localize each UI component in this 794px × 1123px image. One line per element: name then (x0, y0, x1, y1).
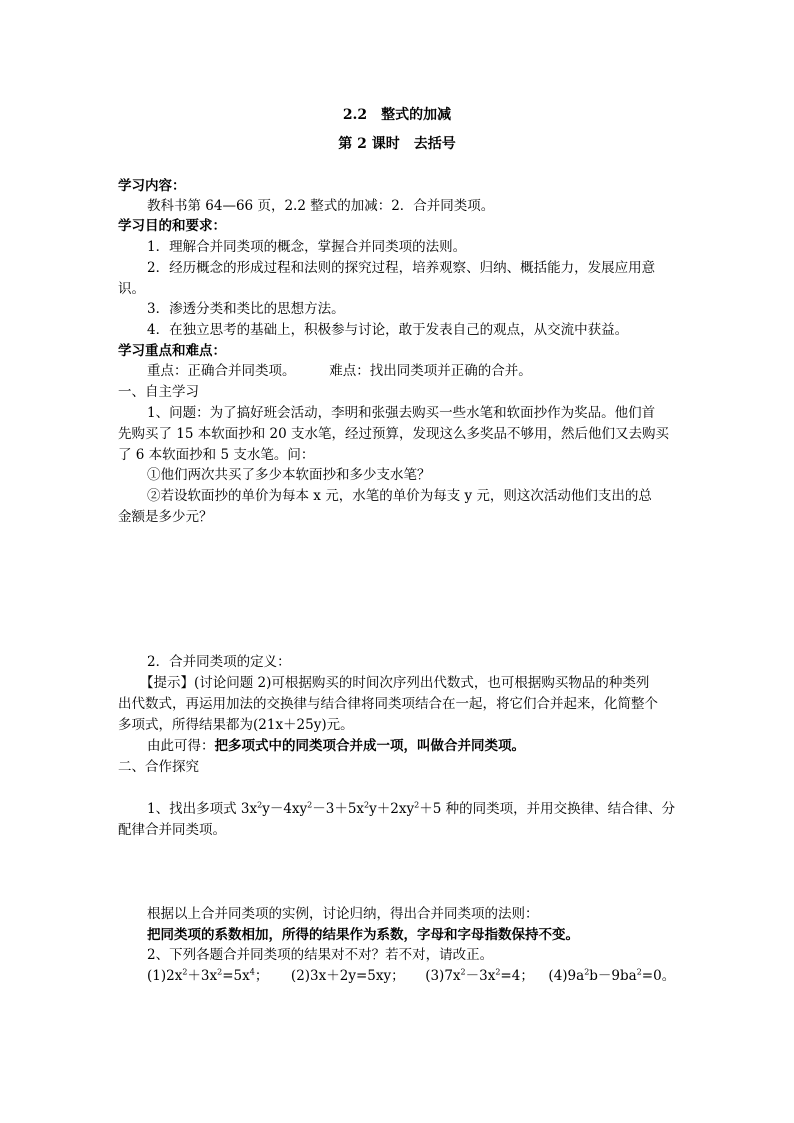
hint-line-3: 多项式，所得结果都为(21x＋25y)元。 (118, 717, 354, 733)
document-subtitle: 第 2 课时 去括号 (338, 136, 456, 152)
section-heading-cooperative: 二、合作探究 (118, 759, 199, 775)
conclusion (147, 736, 525, 756)
exercise-2-prompt: 2、下列各题合并同类项的结果对不对？若不对，请改正。 (147, 947, 494, 963)
problem-text-line-2: 先购买了 15 本软面抄和 20 支水笔，经过预算，发现这么多奖品不够用，然后他们又去购买 (118, 426, 670, 442)
conclusion-prefix: 由此可得： (147, 738, 215, 754)
exponent: 2 (182, 967, 188, 977)
question-1: ①他们两次共买了多少本软面抄和多少支水笔？ (147, 467, 431, 483)
question-2: ②若设软面抄的单价为每本 x 元，水笔的单价为每支 y 元，则这次活动他们支出的总 (147, 488, 652, 504)
rule-statement: 把同类项的系数相加，所得的结果作为系数，字母和字母指数保持不变。 (147, 927, 579, 943)
exercise-1-text-c: －3＋5x (312, 801, 365, 817)
exponent: 2 (364, 800, 370, 810)
item-1-part-a: (1)2x (147, 968, 183, 984)
exercise-2-items (147, 966, 675, 986)
item-1-part-c: =5x (222, 968, 250, 984)
item-1-part-b: ＋3x (187, 968, 218, 984)
goal-item-1: 1．理解合并同类项的概念，掌握合并同类项的法则。 (147, 239, 467, 255)
section-heading-self-study: 一、自主学习 (118, 384, 199, 400)
exponent: 4 (249, 967, 255, 977)
item-3-part-b: －3x (465, 968, 496, 984)
item-1-end: ； (254, 968, 269, 984)
goal-item-2-cont: 识。 (118, 281, 145, 297)
exponent: 2 (460, 967, 466, 977)
exercise-2-item-2: (2)3x＋2y=5xy； (290, 968, 405, 984)
document-title: 2.2 整式的加减 (342, 107, 452, 123)
exercise-1-text-b: y－4xy (262, 801, 308, 817)
hint-line-2: 出代数式，再运用加法的交换律与结合律将同类项结合在一起，将它们合并起来，化简整个 (118, 696, 658, 712)
heading-key-points: 学习重点和难点： (118, 343, 226, 359)
item-4-part-c: =0。 (641, 968, 676, 984)
conclusion-definition: 把多项式中的同类项合并成一项，叫做合并同类项。 (214, 738, 525, 754)
exponent: 2 (584, 967, 590, 977)
learning-content-text: 教科书第 64—66 页，2.2 整式的加减：2．合并同类项。 (147, 198, 495, 214)
goal-item-2: 2．经历概念的形成过程和法则的探究过程，培养观察、归纳、概括能力，发展应用意 (147, 260, 656, 276)
exponent: 2 (636, 967, 642, 977)
exponent: 2 (257, 800, 263, 810)
question-2-cont: 金额是多少元？ (118, 509, 213, 525)
problem-text-line-3: 了 6 本软面抄和 5 支水笔。问： (118, 447, 315, 463)
goal-item-3: 3．渗透分类和类比的思想方法。 (147, 301, 345, 317)
item-4-part-b: b－9ba (589, 968, 637, 984)
exercise-2-item-4 (548, 968, 675, 984)
goal-item-4: 4．在独立思考的基础上，积极参与讨论，敢于发表自己的观点，从交流中获益。 (147, 322, 629, 338)
exercise-1-line-1 (147, 799, 675, 819)
exercise-1-text-a: 1、找出多项式 3x (147, 801, 258, 817)
item-4-part-a: (4)9a (548, 968, 585, 984)
exponent: 2 (307, 800, 313, 810)
key-points-text: 重点：正确合并同类项。 难点：找出同类项并正确的合并。 (147, 363, 532, 379)
item-3-part-c: =4； (500, 968, 534, 984)
exponent: 2 (495, 967, 501, 977)
definition-heading: 2．合并同类项的定义： (147, 654, 291, 670)
rule-intro: 根据以上合并同类项的实例，讨论归纳，得出合并同类项的法则： (147, 906, 539, 922)
exercise-2-item-3 (425, 968, 534, 984)
exercise-2-item-1 (147, 968, 268, 984)
item-3-part-a: (3)7x (425, 968, 461, 984)
heading-learning-content: 学习内容： (118, 178, 186, 194)
heading-goals: 学习目的和要求： (118, 218, 226, 234)
exercise-1-line-2: 配律合并同类项。 (118, 822, 226, 838)
exponent: 2 (414, 800, 420, 810)
hint-line-1: 【提示】(讨论问题 2)可根据购买的时间次序列出代数式，也可根据购买物品的种类列 (140, 675, 650, 691)
problem-text-line-1: 1、问题：为了搞好班会活动，李明和张强去购买一些水笔和软面抄作为奖品。他们首 (147, 405, 656, 421)
exercise-1-text-e: ＋5 种的同类项，并用交换律、结合律、分 (419, 801, 676, 817)
exercise-1-text-d: y＋2xy (369, 801, 415, 817)
exponent: 2 (217, 967, 223, 977)
